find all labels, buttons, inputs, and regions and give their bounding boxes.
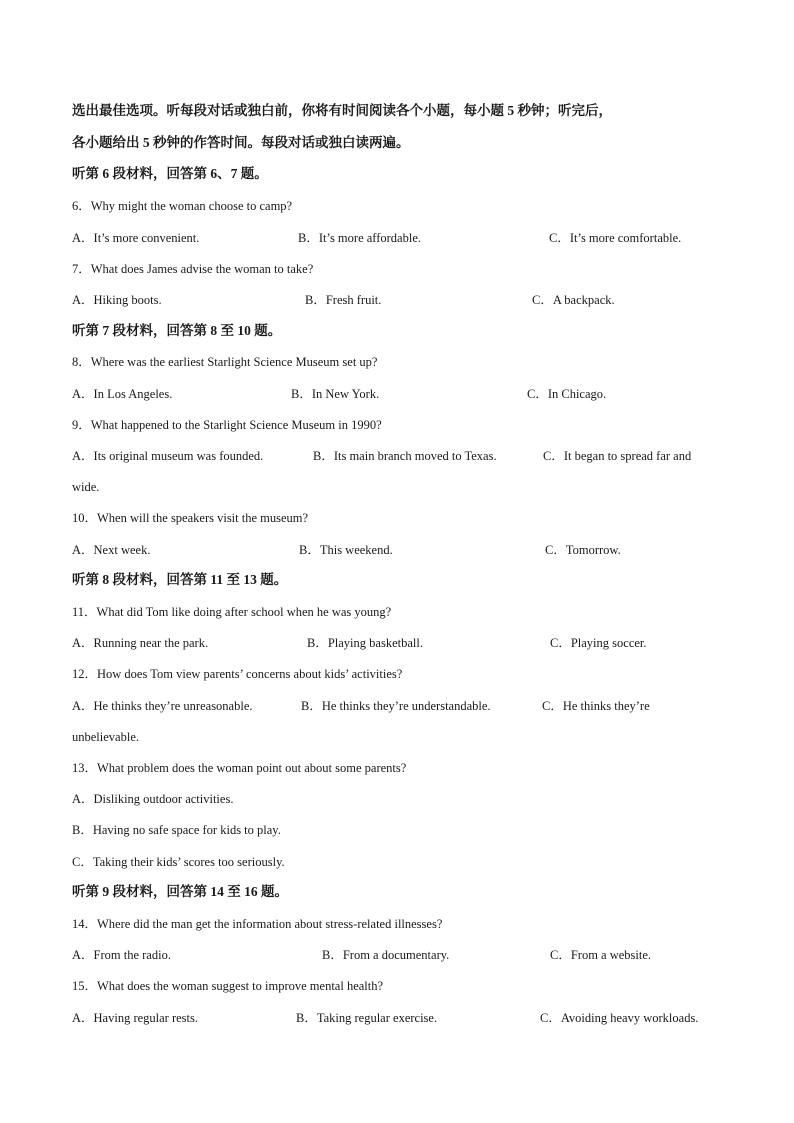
question-9: 9．What happened to the Starlight Science Museum in 1990?	[72, 418, 382, 432]
question-7: 7．What does James advise the woman to take?	[72, 262, 314, 276]
option-11b: B．Playing basketball.	[307, 636, 423, 650]
option-15a: A．Having regular rests.	[72, 1011, 199, 1025]
option-14a: A．From the radio.	[72, 948, 171, 962]
option-15b: B．Taking regular exercise.	[296, 1011, 438, 1025]
option-13c: C．Taking their kids’ scores too seriously.	[72, 855, 285, 869]
option-11a: A．Running near the park.	[72, 636, 209, 650]
question-10: 10．When will the speakers visit the museum?	[72, 511, 309, 525]
option-15c: C．Avoiding heavy workloads.	[540, 1011, 699, 1025]
option-6b: B．It’s more affordable.	[298, 231, 421, 245]
section-heading-8: 听第 8 段材料，回答第 11 至 13 题。	[72, 572, 288, 587]
option-14b: B．From a documentary.	[322, 948, 450, 962]
option-8c: C．In Chicago.	[527, 387, 607, 401]
option-12c: C．He thinks they’re	[542, 699, 650, 713]
option-9b: B．Its main branch moved to Texas.	[313, 449, 497, 463]
question-14: 14．Where did the man get the information about stress-related illnesses?	[72, 917, 443, 931]
option-10c: C．Tomorrow.	[545, 543, 621, 557]
option-12c-continued: unbelievable.	[72, 730, 139, 744]
option-13a: A．Disliking outdoor activities.	[72, 792, 234, 806]
option-7c: C．A backpack.	[532, 293, 615, 307]
instruction-line-2: 各小题给出 5 秒钟的作答时间。每段对话或独白读两遍。	[72, 135, 410, 150]
option-7a: A．Hiking boots.	[72, 293, 162, 307]
option-14c: C．From a website.	[550, 948, 652, 962]
section-heading-7: 听第 7 段材料，回答第 8 至 10 题。	[72, 323, 282, 338]
question-15: 15．What does the woman suggest to improve mental health?	[72, 979, 384, 993]
question-8: 8．Where was the earliest Starlight Science Museum set up?	[72, 355, 378, 369]
question-6: 6．Why might the woman choose to camp?	[72, 199, 293, 213]
option-9c-continued: wide.	[72, 480, 100, 494]
option-9a: A．Its original museum was founded.	[72, 449, 264, 463]
option-11c: C．Playing soccer.	[550, 636, 647, 650]
question-11: 11．What did Tom like doing after school when he was young?	[72, 605, 392, 619]
section-heading-6: 听第 6 段材料，回答第 6、7 题。	[72, 166, 268, 181]
question-13: 13．What problem does the woman point out about some parents?	[72, 761, 407, 775]
instruction-line-1: 选出最佳选项。听每段对话或独白前，你将有时间阅读各个小题，每小题 5 秒钟；听完后，	[72, 103, 612, 118]
section-heading-9: 听第 9 段材料，回答第 14 至 16 题。	[72, 884, 288, 899]
option-8b: B．In New York.	[291, 387, 380, 401]
question-12: 12．How does Tom view parents’ concerns about kids’ activities?	[72, 667, 403, 681]
option-12a: A．He thinks they’re unreasonable.	[72, 699, 253, 713]
option-6a: A．It’s more convenient.	[72, 231, 200, 245]
option-13b: B．Having no safe space for kids to play.	[72, 823, 281, 837]
option-8a: A．In Los Angeles.	[72, 387, 173, 401]
option-9c: C．It began to spread far and	[543, 449, 692, 463]
option-10b: B．This weekend.	[299, 543, 393, 557]
option-10a: A．Next week.	[72, 543, 151, 557]
option-12b: B．He thinks they’re understandable.	[301, 699, 491, 713]
option-7b: B．Fresh fruit.	[305, 293, 382, 307]
option-6c: C．It’s more comfortable.	[549, 231, 682, 245]
